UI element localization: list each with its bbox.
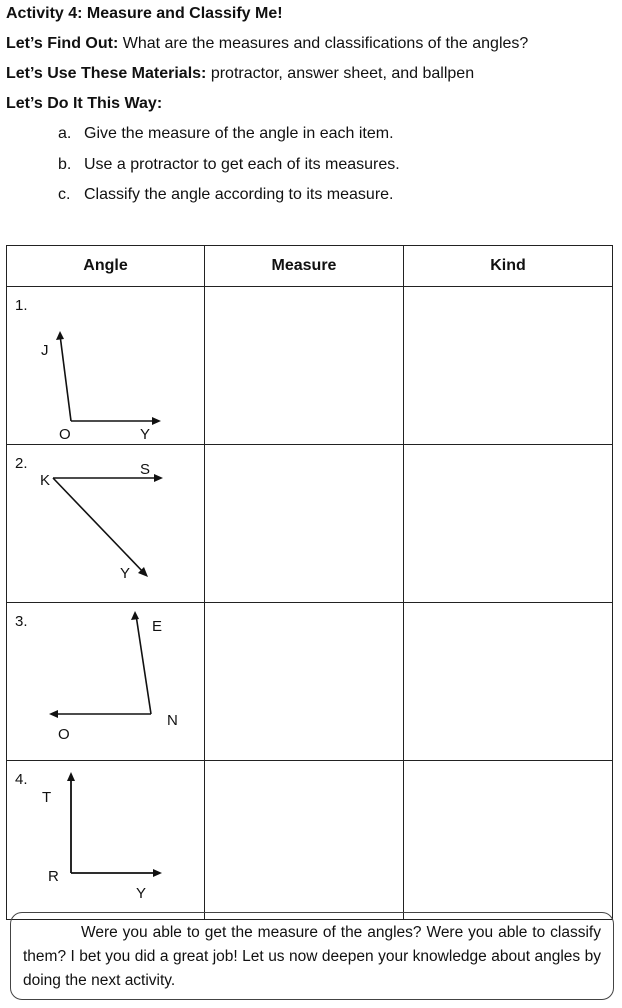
- find-out-text: What are the measures and classifications of the angles?: [122, 35, 529, 52]
- vertex-label: N: [167, 712, 178, 729]
- vertex-label: J: [41, 342, 49, 359]
- table-row: [7, 603, 613, 761]
- measure-cell[interactable]: [205, 287, 404, 445]
- column-header-measure: Measure: [205, 246, 404, 287]
- vertex-label: S: [140, 461, 151, 478]
- vertex-label: O: [58, 726, 70, 743]
- step-letter: a.: [58, 125, 72, 142]
- angle-cell: [7, 603, 205, 761]
- step-b: [58, 155, 400, 175]
- angle-cell: [7, 287, 205, 445]
- measure-cell[interactable]: [205, 445, 404, 603]
- answer-table: [6, 245, 613, 920]
- step-text: Use a protractor to get each of its measures.: [84, 156, 400, 173]
- vertex-label: R: [48, 868, 59, 885]
- find-out-line: [6, 34, 528, 54]
- item-number: 4.: [15, 771, 28, 788]
- measure-cell[interactable]: [205, 603, 404, 761]
- step-c: [58, 185, 393, 205]
- vertex-label: K: [40, 472, 51, 489]
- item-number: 1.: [15, 297, 28, 314]
- closing-note: Were you able to get the measure of the angles? Were you able to classify them? I bet you did a great job! Let us now deepen your knowledge about angles by doing the next activity.: [10, 912, 614, 1000]
- vertex-label: O: [59, 426, 71, 443]
- step-letter: c.: [58, 186, 71, 203]
- angle-jot-diagram: [7, 287, 205, 444]
- table-header-row: [7, 246, 613, 287]
- angle-cell: [7, 445, 205, 603]
- kind-cell[interactable]: [404, 761, 613, 920]
- find-out-label: Let’s Find Out:: [6, 35, 119, 52]
- table-row: [7, 445, 613, 603]
- table-row: [7, 287, 613, 445]
- kind-cell[interactable]: [404, 603, 613, 761]
- column-header-angle: Angle: [7, 246, 205, 287]
- item-number: 2.: [15, 455, 28, 472]
- column-header-kind: Kind: [404, 246, 613, 287]
- activity-title: Activity 4: Measure and Classify Me!: [6, 5, 283, 22]
- vertex-label: T: [42, 789, 52, 806]
- angle-sky-diagram: [7, 445, 205, 602]
- item-number: 3.: [15, 613, 28, 630]
- angle-cell: [7, 761, 205, 920]
- kind-cell[interactable]: [404, 287, 613, 445]
- step-letter: b.: [58, 156, 72, 173]
- materials-label: Let’s Use These Materials:: [6, 65, 207, 82]
- angle-try-diagram: [7, 761, 205, 919]
- materials-text: protractor, answer sheet, and ballpen: [210, 65, 475, 82]
- step-a: [58, 124, 394, 144]
- vertex-label: Y: [140, 426, 151, 443]
- measure-cell[interactable]: [205, 761, 404, 920]
- materials-line: [6, 64, 474, 84]
- vertex-label: Y: [120, 565, 131, 582]
- step-text: Give the measure of the angle in each item.: [84, 125, 394, 142]
- do-it-label: Let’s Do It This Way:: [6, 95, 163, 112]
- step-text: Classify the angle according to its measure.: [84, 186, 394, 203]
- kind-cell[interactable]: [404, 445, 613, 603]
- angle-eno-diagram: [7, 603, 205, 760]
- vertex-label: E: [152, 618, 163, 635]
- table-row: [7, 761, 613, 920]
- vertex-label: Y: [136, 885, 147, 902]
